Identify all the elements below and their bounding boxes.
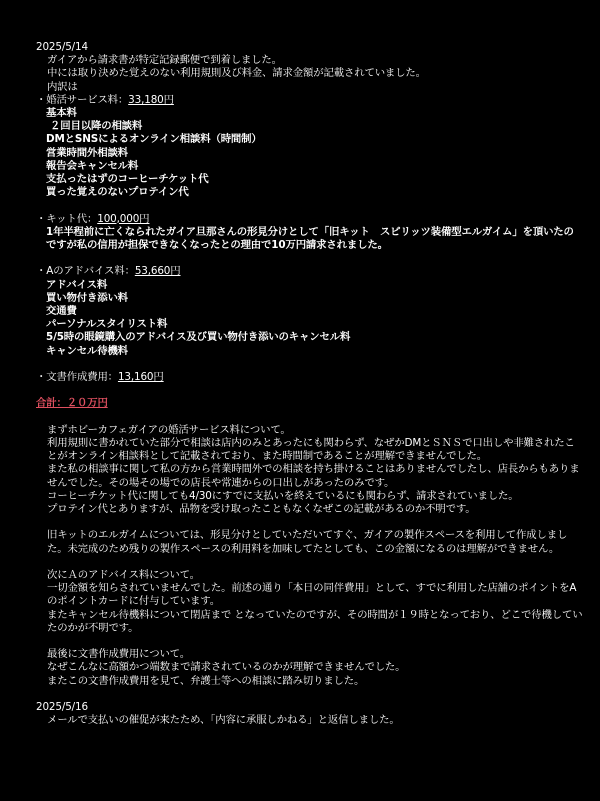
- body-line: 利用規則に書かれていた部分で相談は店内のみとあったにも関わらず、なぜかDMとＳＮＳで口出しや非難されたことがオンライン相談料として記載されており、また時間制であることが理解できませんでした。: [47, 437, 575, 463]
- item-detail: 交通費: [46, 305, 77, 318]
- item-detail: 買った覚えのないプロテイン代: [46, 186, 189, 199]
- item-document-fee-header: [36, 371, 584, 384]
- item-detail: DMとSNSによるオンライン相談料（時間制）: [46, 133, 262, 146]
- body-line: またキャンセル待機料について閉店まで となっていたのですが、その時間が１９時となっており、どこで待機していたのかが不明です。: [47, 608, 583, 634]
- item-advice-header: [36, 265, 584, 278]
- intro-line-1: ガイアから請求書が特定記録郵便で到着しました。: [47, 54, 282, 67]
- date-2025-5-16: 2025/5/16: [36, 701, 88, 714]
- total-amount: 合計：２０万円: [36, 397, 108, 410]
- intro-line-3: 内訳は: [47, 80, 78, 93]
- item-detail: 報告会キャンセル料: [46, 159, 139, 172]
- body-line: コーヒーチケット代に関しても4/30にすでに支払いを終えているにも関わらず、請求されていました。: [47, 489, 519, 502]
- item-label: ・文書作成費用：: [36, 371, 118, 384]
- body-line: 一切金額を知らされていませんでした。前述の通り「本日の同伴費用」として、すでに利用した店舗のポイントをAのポイントカードに付与しています。: [47, 582, 577, 608]
- item-detail: アドバイス料: [46, 278, 108, 291]
- body-line: なぜこんなに高額かつ端数まで請求されているのかが理解できませんでした。: [47, 661, 406, 674]
- item-detail: キャンセル待機料: [46, 344, 128, 357]
- item-detail: 基本料: [46, 107, 77, 120]
- item-detail: 営業時間外相談料: [46, 146, 128, 159]
- body-line: また私の相談事に関して私の方から営業時間外での相談を持ち掛けることはありませんでしたし、店長からもありませんでした。その場その場での店長や常連からの口出しがあったのみです。: [47, 463, 580, 489]
- date-2025-5-14: 2025/5/14: [36, 41, 88, 53]
- item-detail: パーソナルスタイリスト料: [46, 318, 168, 331]
- item-label: ・Aのアドバイス料：: [36, 265, 135, 278]
- item-amount: 53,660円: [134, 265, 181, 278]
- body-line: 旧キットのエルガイムについては、形見分けとしていただいてすぐ、ガイアの製作スペースを利用して作成しました。未完成のため残りの製作スペースの利用料を加味してたとしても、この金額になるのは理解ができません。: [47, 529, 568, 555]
- item-detail: 支払ったはずのコーヒーチケット代: [46, 173, 209, 186]
- item-amount: 13,160円: [117, 371, 164, 384]
- item-label: ・キット代：: [36, 212, 98, 225]
- body-line: 最後に文書作成費用について。: [47, 648, 190, 661]
- closing-line: メールで支払いの催促が来たため、「内容に承服しかねる」と返信しました。: [47, 714, 400, 727]
- item-detail: 1年半程前に亡くなられたガイア旦那さんの形見分けとして「旧キット スピリッツ装備型エルガイム」を頂いたのですが私の信用が担保できなくなったとの理由で10万円請求されました。: [46, 225, 574, 252]
- body-line: プロテイン代とありますが、品物を受け取ったこともなくなぜこの記載があるのか不明です。: [47, 503, 476, 516]
- intro-line-2: 中には取り決めた覚えのない利用規則及び料金、請求金額が記載されていました。: [47, 67, 426, 80]
- item-kit-header: [36, 213, 584, 226]
- item-detail: 5/5時の眼鏡購入のアドバイス及び買い物付き添いのキャンセル料: [46, 331, 351, 344]
- item-detail: 買い物付き添い料: [46, 291, 128, 304]
- document-page: [36, 41, 584, 727]
- body-line: まずホビーカフェガイアの婚活サービス料について。: [47, 423, 291, 436]
- body-line: またこの文書作成費用を見て、弁護士等への相談に踏み切りました。: [47, 674, 365, 687]
- item-label: ・婚活サービス料：: [36, 93, 129, 106]
- body-line: 次にＡのアドバイス料について。: [47, 569, 200, 582]
- item-detail: ２回目以降の相談料: [50, 120, 143, 133]
- item-amount: 100,000円: [97, 212, 150, 225]
- item-konkatsu-header: [36, 94, 584, 107]
- item-amount: 33,180円: [128, 93, 174, 106]
